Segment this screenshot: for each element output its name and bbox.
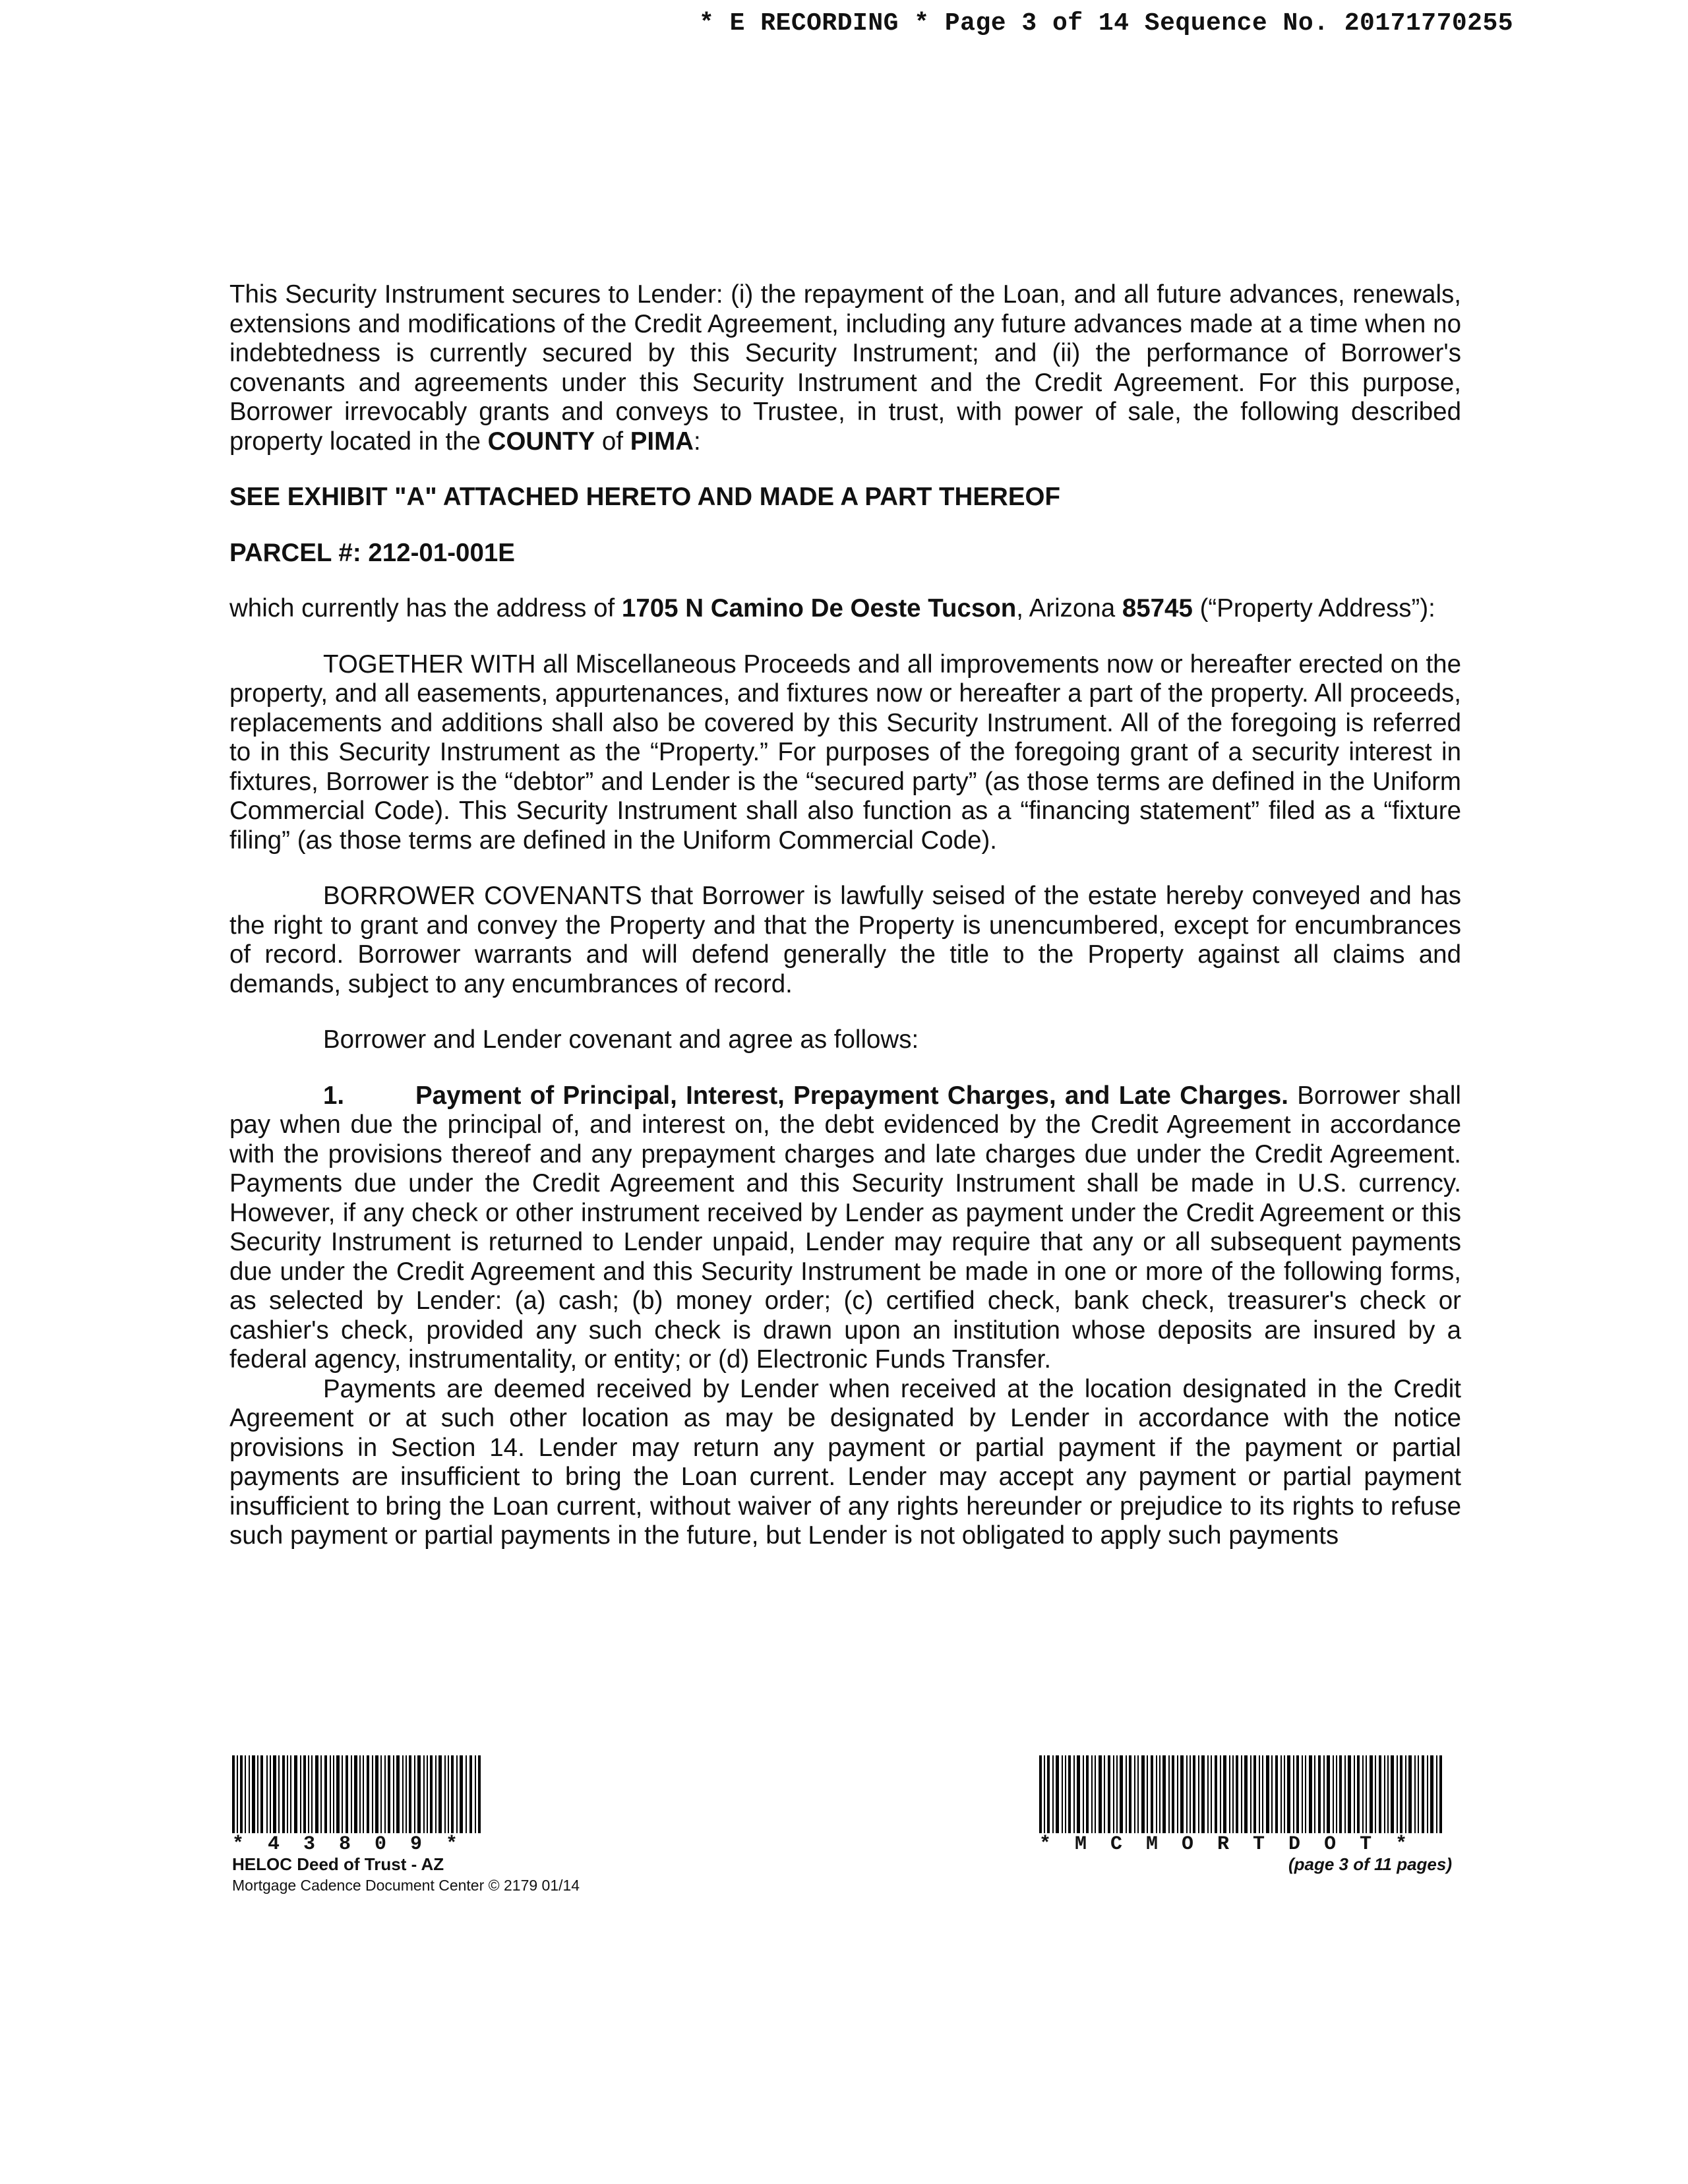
address-outro: (“Property Address”): <box>1192 594 1435 622</box>
exhibit-heading: SEE EXHIBIT "A" ATTACHED HERETO AND MADE A PART THEREOF <box>229 483 1060 511</box>
county-label: COUNTY <box>487 427 595 456</box>
recording-header: * E RECORDING * Page 3 of 14 Sequence No. 20171770255 <box>699 9 1514 38</box>
form-source: Mortgage Cadence Document Center © 2179 01/14 <box>232 1877 580 1894</box>
barcode-left-text: * 4 3 8 0 9 * <box>232 1833 458 1856</box>
parcel-number: PARCEL #: 212-01-001E <box>229 538 515 567</box>
address-zip: 85745 <box>1122 594 1193 622</box>
page-count-note: (page 3 of 11 pages) <box>1288 1854 1452 1874</box>
together-with-paragraph: TOGETHER WITH all Miscellaneous Proceeds and all improvements now or hereafter erected on the property, and all easements, appurtenances, and fixtures now or hereafter a part of the property. All proceeds, replacements and additions shall also be covered by this Security Instrument. All of the foregoing is referred to in this Security Instrument as the “Property.” For purposes of the foregoing grant of a security interest in fixtures, Borrower is the “debtor” and Lender is the “secured party” (as those terms are defined in the Uniform Commercial Code). This Security Instrument shall also function as a “financing statement” filed as a “fixture filing” (as those terms are defined in the Uniform Commercial Code). <box>229 650 1461 855</box>
payments-received-paragraph: Payments are deemed received by Lender when received at the location designated in the Credit Agreement or at such other location as may be designated by Lender in accordance with the notice provisions in Section 14. Lender may return any payment or partial payment if the payment or partial payments are insufficient to bring the Loan current. Lender may accept any payment or partial payment insufficient to bring the Loan current, without waiver of any rights hereunder or prejudice to its rights to refuse such payment or partial payments in the future, but Lender is not obligated to apply such payments <box>229 1374 1461 1550</box>
county-of: of <box>595 427 630 456</box>
footer-right <box>1039 1755 1461 1874</box>
address-intro: which currently has the address of <box>229 594 622 622</box>
borrower-covenants-paragraph: BORROWER COVENANTS that Borrower is lawfully seised of the estate hereby conveyed and has the right to grant and convey the Property and that the Property is unencumbered, except for encumbrances of record. Borrower warrants and will defend generally the title to the Property against all claims and demands, subject to any encumbrances of record. <box>229 882 1461 998</box>
county-name: PIMA <box>630 427 694 456</box>
section-1-heading: Payment of Principal, Interest, Prepayment Charges, and Late Charges. <box>415 1081 1288 1110</box>
property-address-paragraph <box>229 594 1461 624</box>
paragraph-secures-text: This Security Instrument secures to Lender: (i) the repayment of the Loan, and all future advances, renewals, extensions and modifications of the Credit Agreement, including any future advances made at a time when no indebtedness is currently secured by this Security Instrument; and (ii) the performance of Borrower's covenants and agreements under this Security Instrument and the Credit Agreement. For this purpose, Borrower irrevocably grants and conveys to Trustee, in trust, with power of sale, the following described property located in the <box>229 280 1461 456</box>
address-state: , Arizona <box>1016 594 1122 622</box>
barcode-left <box>232 1755 483 1833</box>
footer-left <box>232 1755 580 1896</box>
county-end: : <box>693 427 701 456</box>
section-1-text: Borrower shall pay when due the principal of, and interest on, the debt evidenced by the Credit Agreement in accordance with the provisions thereof and any prepayment charges and late charges due under the Credit Agreement. Payments due under the Credit Agreement and this Security Instrument shall be made in U.S. currency. However, if any check or other instrument received by Lender as payment under the Credit Agreement or this Security Instrument is returned to Lender unpaid, Lender may require that any or all subsequent payments due under the Credit Agreement and this Security Instrument be made in one or more of the following forms, as selected by Lender: (a) cash; (b) money order; (c) certified check, bank check, treasurer's check or cashier's check, provided any such check is drawn upon an institution whose deposits are insured by a federal agency, instrumentality, or entity; or (d) Electronic Funds Transfer. <box>229 1081 1461 1374</box>
barcode-right-text: * M C M O R T D O T * <box>1039 1833 1408 1856</box>
form-name: HELOC Deed of Trust - AZ <box>232 1854 444 1874</box>
barcode-right <box>1039 1755 1443 1833</box>
paragraph-secures <box>229 280 1461 456</box>
section-1-paragraph <box>229 1081 1461 1375</box>
agree-paragraph: Borrower and Lender covenant and agree as follows: <box>323 1025 919 1054</box>
document-body <box>229 280 1461 1551</box>
address-street: 1705 N Camino De Oeste Tucson <box>621 594 1017 622</box>
section-1-number: 1. <box>323 1081 345 1110</box>
